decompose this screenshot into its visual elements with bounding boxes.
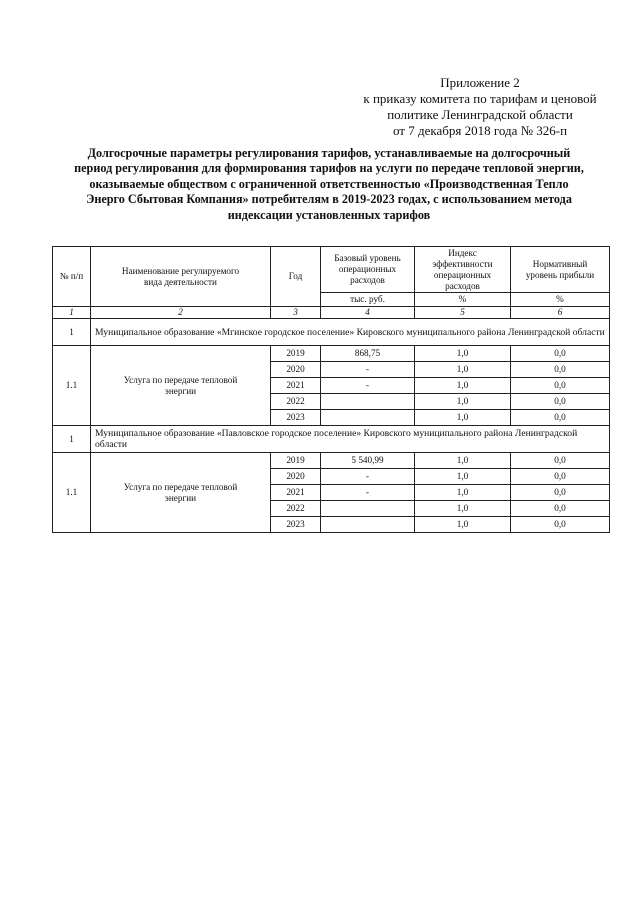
header-name-line: вида деятельности xyxy=(144,276,217,287)
column-number: 3 xyxy=(271,307,321,319)
profit-cell: 0,0 xyxy=(511,469,610,485)
index-cell: 1,0 xyxy=(415,378,511,394)
section-row xyxy=(53,426,610,453)
profit-cell: 0,0 xyxy=(511,346,610,362)
title-line: период регулирования для формирования тарифов на услуги по передаче тепловой энергии, xyxy=(74,161,584,176)
profit-cell: 0,0 xyxy=(511,362,610,378)
profit-cell: 0,0 xyxy=(511,394,610,410)
header-row xyxy=(53,247,610,293)
year-cell: 2022 xyxy=(271,501,321,517)
index-cell: 1,0 xyxy=(415,485,511,501)
subsection-num: 1.1 xyxy=(53,453,91,533)
unit-index: % xyxy=(415,293,511,307)
service-name xyxy=(91,346,271,426)
index-cell: 1,0 xyxy=(415,453,511,469)
document-title xyxy=(45,146,613,223)
year-cell: 2023 xyxy=(271,517,321,533)
header-base-line: операционных xyxy=(338,264,397,274)
column-number: 1 xyxy=(53,307,91,319)
base-cell xyxy=(321,410,415,426)
year-cell: 2019 xyxy=(271,453,321,469)
index-cell: 1,0 xyxy=(415,501,511,517)
header-index-line: расходов xyxy=(445,280,480,291)
subsection-num: 1.1 xyxy=(53,346,91,426)
unit-profit: % xyxy=(511,293,610,307)
table-body xyxy=(53,247,610,533)
base-cell xyxy=(321,394,415,410)
profit-cell: 0,0 xyxy=(511,453,610,469)
section-title: Муниципальное образование «Мгинское городское поселение» Кировского муниципального района Ленинградской области xyxy=(91,319,610,346)
header-name xyxy=(91,247,271,307)
profit-cell: 0,0 xyxy=(511,485,610,501)
title-line: оказываемые обществом с ограниченной ответственностью «Производственная Тепло xyxy=(89,176,569,191)
section-row xyxy=(53,319,610,346)
appendix-line: политике Ленинградской области xyxy=(387,107,573,122)
service-name-line: энергии xyxy=(164,492,197,503)
column-number: 6 xyxy=(511,307,610,319)
year-cell: 2022 xyxy=(271,394,321,410)
header-base-line: расходов xyxy=(350,275,385,285)
header-index-line: операционных xyxy=(433,269,492,280)
year-cell: 2021 xyxy=(271,378,321,394)
appendix-line: Приложение 2 xyxy=(440,75,520,90)
index-cell: 1,0 xyxy=(415,469,511,485)
year-cell: 2023 xyxy=(271,410,321,426)
appendix-block xyxy=(340,75,620,139)
service-name-line: Услуга по передаче тепловой xyxy=(123,481,238,492)
header-index-line: эффективности xyxy=(432,258,493,269)
section-num: 1 xyxy=(53,319,91,346)
service-name-line: Услуга по передаче тепловой xyxy=(123,374,238,385)
title-line: Долгосрочные параметры регулирования тарифов, устанавливаемые на долгосрочный xyxy=(87,146,571,160)
profit-cell: 0,0 xyxy=(511,501,610,517)
column-numbers-row xyxy=(53,307,610,319)
parameters-table xyxy=(52,246,610,533)
base-cell: - xyxy=(321,362,415,378)
header-base xyxy=(321,247,415,293)
header-name-line: Наименование регулируемого xyxy=(121,265,240,276)
index-cell: 1,0 xyxy=(415,362,511,378)
header-profit xyxy=(511,247,610,293)
index-cell: 1,0 xyxy=(415,410,511,426)
base-cell xyxy=(321,517,415,533)
base-cell xyxy=(321,501,415,517)
header-num: № п/п xyxy=(53,247,91,307)
base-cell: 5 540,99 xyxy=(321,453,415,469)
base-cell: - xyxy=(321,469,415,485)
year-cell: 2019 xyxy=(271,346,321,362)
table-row xyxy=(53,346,610,362)
header-index-line: Индекс xyxy=(448,247,477,258)
column-number: 4 xyxy=(321,307,415,319)
header-index xyxy=(415,247,511,293)
title-line: индексации установленных тарифов xyxy=(227,207,431,222)
base-cell: - xyxy=(321,378,415,394)
section-title: Муниципальное образование «Павловское городское поселение» Кировского муниципального района Ленинградской области xyxy=(91,426,610,453)
year-cell: 2020 xyxy=(271,469,321,485)
profit-cell: 0,0 xyxy=(511,378,610,394)
year-cell: 2021 xyxy=(271,485,321,501)
header-year: Год xyxy=(271,247,321,307)
appendix-line: к приказу комитета по тарифам и ценовой xyxy=(363,91,597,106)
profit-cell: 0,0 xyxy=(511,517,610,533)
appendix-line: от 7 декабря 2018 года № 326-п xyxy=(392,123,568,138)
year-cell: 2020 xyxy=(271,362,321,378)
column-number: 5 xyxy=(415,307,511,319)
profit-cell: 0,0 xyxy=(511,410,610,426)
header-base-line: Базовый уровень xyxy=(334,253,401,263)
title-line: Энерго Сбытовая Компания» потребителям в 2019-2023 годах, с использованием метода xyxy=(86,192,572,207)
index-cell: 1,0 xyxy=(415,517,511,533)
column-number: 2 xyxy=(91,307,271,319)
service-name-line: энергии xyxy=(164,385,197,396)
unit-base: тыс. руб. xyxy=(321,293,415,307)
base-cell: 868,75 xyxy=(321,346,415,362)
table-row xyxy=(53,453,610,469)
section-num: 1 xyxy=(53,426,91,453)
header-profit-line: Нормативный xyxy=(532,258,588,269)
base-cell: - xyxy=(321,485,415,501)
service-name xyxy=(91,453,271,533)
header-profit-line: уровень прибыли xyxy=(525,269,595,280)
index-cell: 1,0 xyxy=(415,346,511,362)
index-cell: 1,0 xyxy=(415,394,511,410)
